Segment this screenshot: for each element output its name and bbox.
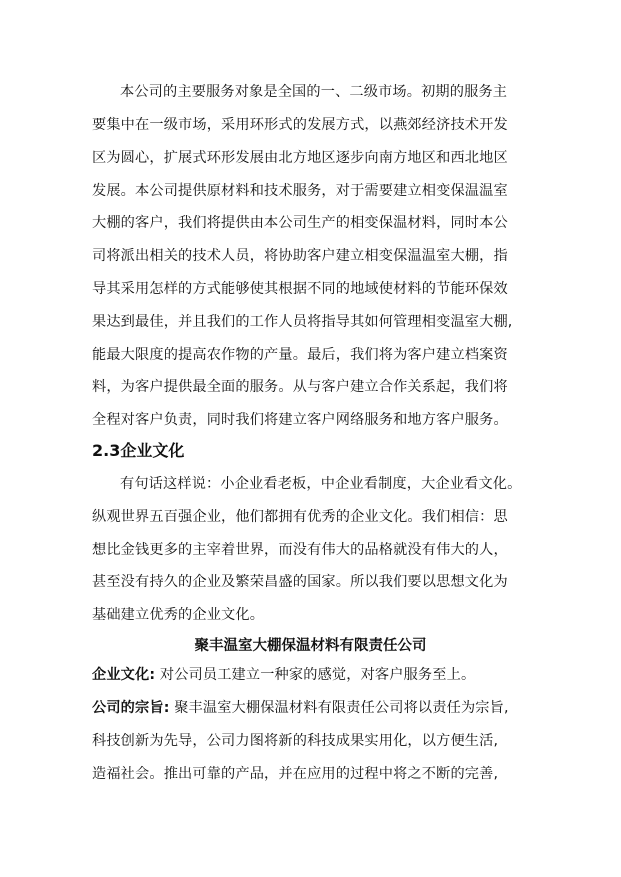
paragraph-line: 果达到最佳，并且我们的工作人员将指导其如何管理相变温室大棚, — [92, 314, 513, 330]
culture-line — [92, 665, 532, 685]
paragraph-line: 要集中在一级市场，采用环形式的发展方式，以燕郊经济技术开发 — [92, 117, 508, 133]
paragraph-line: 科技创新为先导，公司力图将新的科技成果实用化，以方便生活, — [92, 733, 499, 749]
culture-label: 企业文化: — [92, 667, 156, 683]
paragraph-line: 区为圆心，扩展式环形发展由北方地区逐步向南方地区和西北地区 — [92, 150, 508, 166]
paragraph-line: 基础建立优秀的企业文化。 — [92, 607, 265, 623]
paragraph-line: 想比金钱更多的主宰着世界，而没有伟大的品格就没有伟大的人， — [92, 542, 508, 558]
paragraph-line: 造福社会。推出可靠的产品，并在应用的过程中将之不断的完善, — [92, 766, 499, 782]
company-title: 聚丰温室大棚保温材料有限责任公司 — [194, 638, 427, 654]
paragraph-line: 能最大限度的提高农作物的产量。最后，我们将为客户建立档案资 — [92, 347, 508, 363]
paragraph-line: 全程对客户负责，同时我们将建立客户网络服务和地方客户服务。 — [92, 412, 508, 428]
paragraph-line: 发展。本公司提供原材料和技术服务，对于需要建立相变保温温室 — [92, 183, 508, 199]
culture-text: 对公司员工建立一种家的感觉，对客户服务至上。 — [159, 667, 476, 683]
paragraph-line: 导其采用怎样的方式能够使其根据不同的地域使材料的节能环保效 — [92, 281, 508, 297]
tenet-line — [92, 698, 532, 718]
paragraph-line: 有句话这样说：小企业看老板，中企业看制度，大企业看文化。 — [120, 476, 522, 492]
tenet-text: 聚丰温室大棚保温材料有限责任公司将以责任为宗旨, — [174, 700, 509, 716]
paragraph-line: 大棚的客户，我们将提供由本公司生产的相变保温材料，同时本公 — [92, 215, 508, 231]
paragraph-line: 纵观世界五百强企业，他们都拥有优秀的企业文化。我们相信：思 — [92, 509, 508, 525]
tenet-label: 公司的宗旨: — [92, 700, 170, 716]
section-heading: 2.3企业文化 — [92, 441, 185, 460]
paragraph-line: 甚至没有持久的企业及繁荣昌盛的国家。所以我们要以思想文化为 — [92, 574, 508, 590]
paragraph-line: 料，为客户提供最全面的服务。从与客户建立合作关系起，我们将 — [92, 379, 508, 395]
paragraph-line: 司将派出相关的技术人员，将协助客户建立相变保温温室大棚，指 — [92, 248, 508, 264]
paragraph-line: 本公司的主要服务对象是全国的一、二级市场。初期的服务主 — [120, 84, 508, 100]
